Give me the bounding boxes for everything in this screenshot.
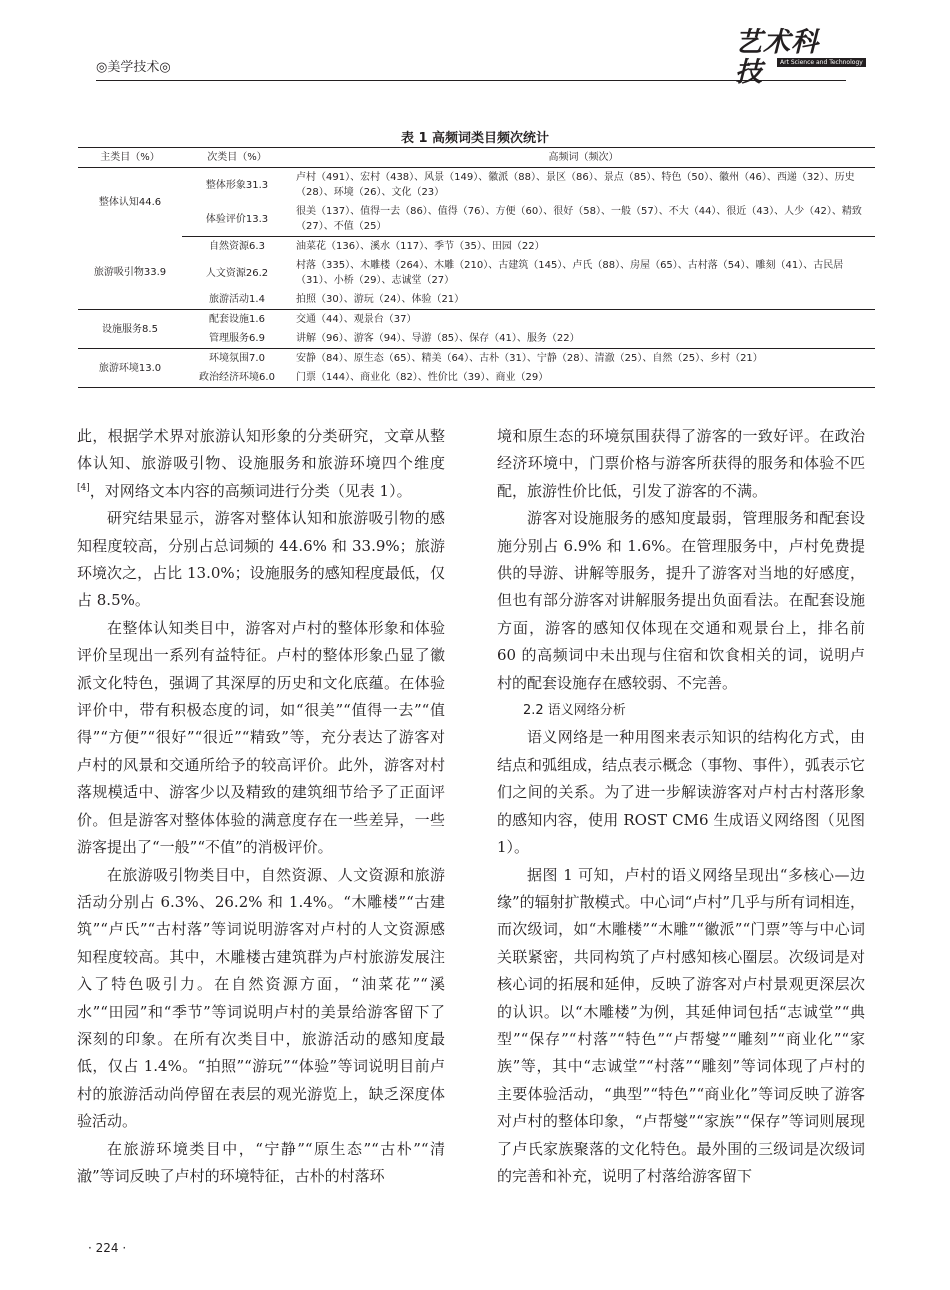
sub-category-cell: 整体形象31.3 <box>205 179 269 191</box>
words-cell: 油菜花（136）、溪水（117）、季节（35）、田园（22） <box>296 241 545 252</box>
sub-category-cell: 政治经济环境6.0 <box>182 368 292 388</box>
paragraph: 据图 1 可知，卢村的语义网络呈现出“多核心—边缘”的辐射扩散模式。中心词“卢村”几乎与所有词相连，而次级词，如“木雕楼”“木雕”“徽派”“门票”等与中心词关联紧密，共同构筑了卢村感知核心圈层。次级词是对核心词的拓展和延伸，反映了游客对卢村景观更深层次的认识。以“木雕楼”为例，其延伸词包括“志诚堂”“典型”“保存”“村落”“特色”“卢帮燮”“雕刻”“商业化”“家族”等，其中“志诚堂”“村落”“雕刻”等词体现了卢村的主要体验活动，“典型”“特色”“商业化”等词反映了游客对卢村的整体印象，“卢帮燮”“家族”“保存”等词则展现了卢氏家族聚落的文化特色。最外围的三级词是次级词的完善和补充，说明了村落给游客留下 <box>497 865 866 1185</box>
sub-category-cell: 配套设施1.6 <box>209 314 265 325</box>
journal-logo-english: Art Science and Technology <box>777 58 866 67</box>
table-header-row <box>78 148 875 168</box>
header-sub-category: 次类目（%） <box>182 148 292 168</box>
words-cell: 卢村（491）、宏村（438）、风景（149）、徽派（88）、景区（86）、景点（85）、特色（50）、徽州（46）、西递（32）、历史（28）、环境（26）、文化（23） <box>296 172 855 198</box>
paragraph: 在旅游环境类目中，“宁静”“原生态”“古朴”“清澈”等词反映了卢村的环境特征，古朴的村落环 <box>77 1139 445 1185</box>
sub-category-cell: 自然资源6.3 <box>209 241 265 252</box>
text-span: ，对网络文本内容的高频词进行分类（见表 1）。 <box>89 481 412 500</box>
table-row <box>78 256 875 290</box>
words-cell: 村落（335）、木雕楼（264）、木雕（210）、古建筑（145）、卢氏（88）、房屋（65）、古村落（54）、雕刻（41）、古民居（31）、小桥（29）、志诚堂（27） <box>296 260 844 286</box>
words-cell: 门票（144）、商业化（82）、性价比（39）、商业（29） <box>292 368 875 388</box>
words-cell: 交通（44）、观景台（37） <box>296 314 417 325</box>
frequency-table <box>78 147 875 388</box>
words-cell: 很美（137）、值得一去（86）、值得（76）、方便（60）、很好（58）、一般（57）、不大（44）、很近（43）、人少（42）、精致（27）、不值（25） <box>292 202 875 237</box>
paragraph: 研究结果显示，游客对整体认知和旅游吸引物的感知程度较高，分别占总词频的 44.6% 和 33.9%；旅游环境次之，占比 13.0%；设施服务的感知程度最低，仅占 8.5%。 <box>77 509 445 610</box>
sub-category-cell: 旅游活动1.4 <box>182 290 292 310</box>
main-category-cell: 旅游环境13.0 <box>78 349 182 388</box>
main-category-cell: 设施服务8.5 <box>78 310 182 349</box>
table-row <box>78 349 875 369</box>
header-high-freq-words: 高频词（频次） <box>292 148 875 168</box>
table-row <box>78 290 875 310</box>
paragraph <box>77 423 445 505</box>
table-row <box>78 368 875 388</box>
words-cell: 安静（84）、原生态（65）、精美（64）、古朴（31）、宁静（28）、清澈（25）、自然（25）、乡村（21） <box>296 353 763 364</box>
table-row <box>78 202 875 237</box>
text-span: 此，根据学术界对旅游认知形象的分类研究，文章从整体认知、旅游吸引物、设施服务和旅游环境四个维度 <box>77 427 445 473</box>
journal-section-label: ◎美学技术◎ <box>96 60 171 75</box>
sub-category-cell: 体验评价13.3 <box>182 202 292 237</box>
words-cell: 讲解（96）、游客（94）、导游（85）、保存（41）、服务（22） <box>292 329 875 349</box>
paragraph: 在整体认知类目中，游客对卢村的整体形象和体验评价呈现出一系列有益特征。卢村的整体形象凸显了徽派文化特色，强调了其深厚的历史和文化底蕴。在体验评价中，带有积极态度的词，如“很美”“值得一去”“值得”“方便”“很好”“很近”“精致”等，充分表达了游客对卢村的风景和交通所给予的较高评价。此外，游客对村落规模适中、游客少以及精致的建筑细节给予了正面评价。但是游客对整体体验的满意度存在一些差异，一些游客提出了“一般”“不值”的消极评价。 <box>77 618 445 857</box>
citation-ref: [4] <box>77 482 90 493</box>
paragraph: 游客对设施服务的感知度最弱，管理服务和配套设施分别占 6.9% 和 1.6%。在管理服务中，卢村免费提供的导游、讲解等服务，提升了游客对当地的好感度，但也有部分游客对讲解服务提出负面看法。在配套设施方面，游客的感知仅体现在交通和观景台上，排名前 60 的高频词中未出现与住宿和饮食相关的词，说明卢村的配套设施存在感较弱、不完善。 <box>497 509 865 692</box>
header-main-category: 主类目（%） <box>78 148 182 168</box>
paragraph: 在旅游吸引物类目中，自然资源、人文资源和旅游活动分别占 6.3%、26.2% 和 1.4%。“木雕楼”“古建筑”“卢氏”“古村落”等词说明游客对卢村的人文资源感知程度较高。其中，木雕楼古建筑群为卢村旅游发展注入了特色吸引力。在自然资源方面，“油菜花”“溪水”“田园”和“季节”等词说明卢村的美景给游客留下了深刻的印象。在所有次类目中，旅游活动的感知度最低，仅占 1.4%。“拍照”“游玩”“体验”等词说明目前卢村的旅游活动尚停留在表层的观光游览上，缺乏深度体验活动。 <box>77 865 445 1131</box>
table-title: 表 1 高频词类目频次统计 <box>400 131 550 146</box>
sub-category-cell: 人文资源26.2 <box>205 267 269 279</box>
table-row <box>78 237 875 257</box>
journal-logo <box>735 27 863 88</box>
table-row <box>78 310 875 330</box>
table-row <box>78 329 875 349</box>
journal-logo-chars: 艺术科技 <box>735 27 819 88</box>
main-category-cell: 整体认知44.6 <box>98 196 162 208</box>
main-category-cell: 旅游吸引物33.9 <box>78 237 182 310</box>
section-heading: 2.2 语义网络分析 <box>523 703 626 719</box>
right-text-column <box>497 423 865 1190</box>
words-cell: 拍照（30）、游玩（24）、体验（21） <box>292 290 875 310</box>
table-row <box>78 168 875 203</box>
sub-category-cell: 管理服务6.9 <box>182 329 292 349</box>
paragraph: 语义网络是一种用图来表示知识的结构化方式，由结点和弧组成，结点表示概念（事物、事件），弧表示它们之间的关系。为了进一步解读游客对卢村古村落形象的感知内容，使用 ROST CM6 生成语义网络图（见图 1）。 <box>497 728 865 857</box>
sub-category-cell: 环境氛围7.0 <box>209 353 265 364</box>
header-rule <box>96 80 846 81</box>
left-text-column <box>77 423 445 1190</box>
page-number: · 224 · <box>88 1241 127 1255</box>
paragraph: 境和原生态的环境氛围获得了游客的一致好评。在政治经济环境中，门票价格与游客所获得的服务和体验不匹配，旅游性价比低，引发了游客的不满。 <box>497 427 865 500</box>
